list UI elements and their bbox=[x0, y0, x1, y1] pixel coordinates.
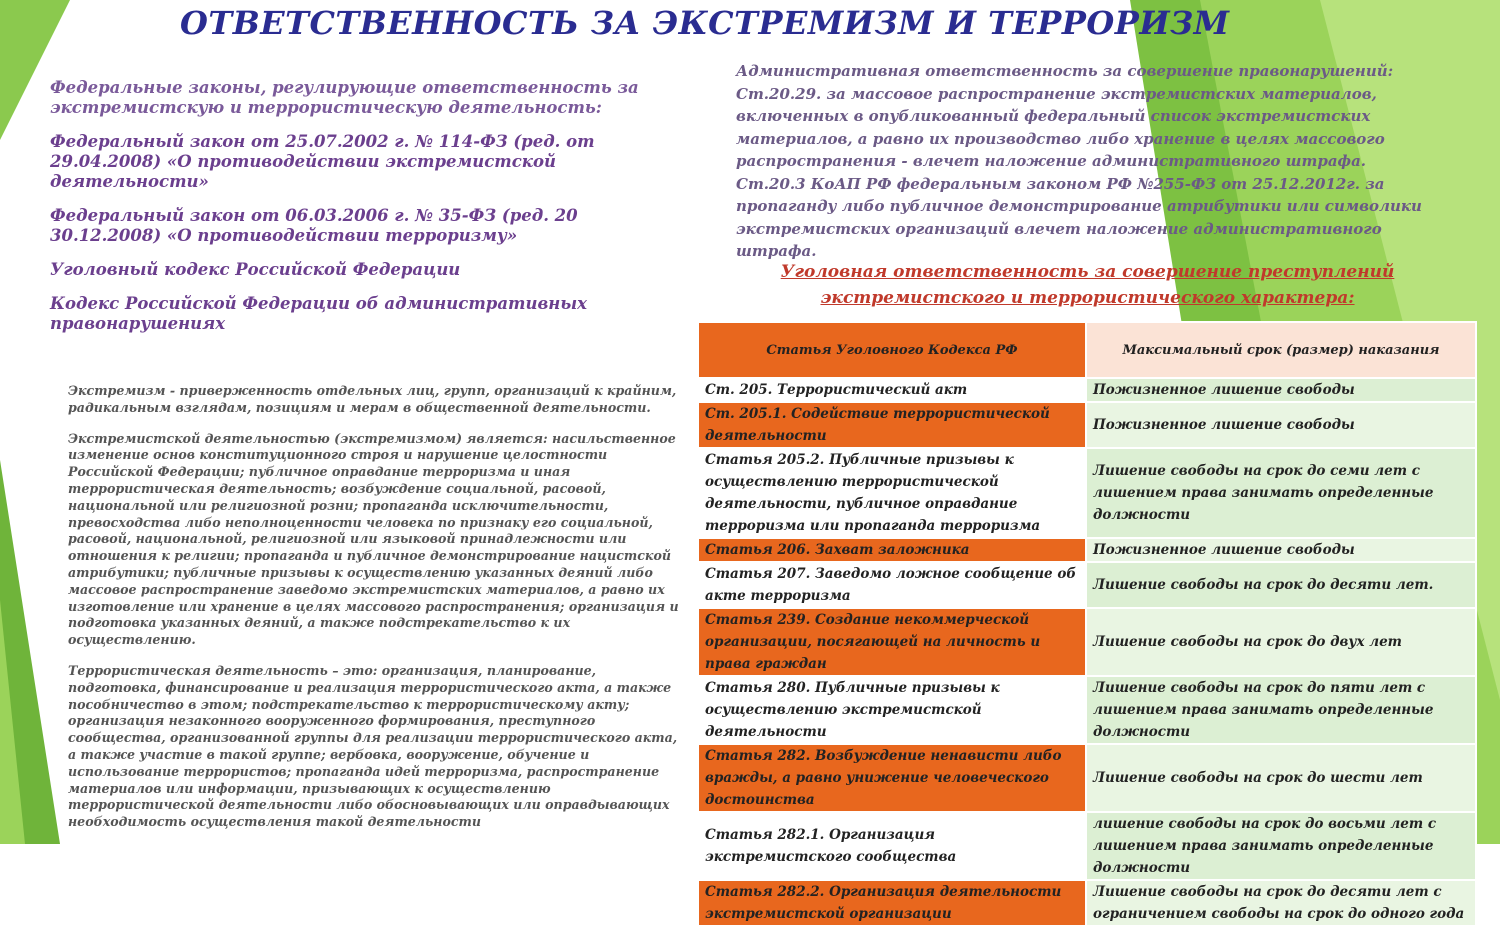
article-cell: Статья 206. Захват заложника bbox=[698, 538, 1086, 562]
definition-extremism: Экстремизм - приверженность отдельных лиц, групп, организаций к крайним, радикальным взглядам, позициям и мерам в общественной деятельности. bbox=[68, 383, 677, 415]
penalty-cell: лишение свободы на срок до восьми лет с лишением права занимать определенные должности bbox=[1086, 812, 1476, 880]
article-cell: Статья 282.2. Организация деятельности экстремистской организации bbox=[698, 880, 1086, 926]
definition-terrorist-activity: Террористическая деятельность – это: организация, планирование, подготовка, финансирование и реализация террористического акта, а также пособничество в этом; подстрекательство к террористическому акту; организация незаконного вооруженного формирования, преступного сообщества, организованной группы для реализации террористического акта, а также участие в такой группе; вербовка, вооружение, обучение и использование террористов; пропаганда идей терроризма, распространение материалов или информации, призывающих к осуществлению террористической деятельности либо обосновывающих или оправдывающих необходимость осуществления такой деятельности bbox=[68, 662, 678, 830]
article-cell: Статья 239. Создание некоммерческой организации, посягающей на личность и права граждан bbox=[698, 608, 1086, 676]
criminal-code: Уголовный кодекс Российской Федерации bbox=[50, 260, 461, 279]
table-row bbox=[698, 880, 1476, 926]
article-cell: Статья 205.2. Публичные призывы к осуществлению террористической деятельности, публичное оправдание терроризма или пропаганда терроризма bbox=[698, 448, 1086, 538]
penalty-cell: Пожизненное лишение свободы bbox=[1086, 402, 1476, 448]
penalty-cell: Лишение свободы на срок до семи лет с лишением права занимать определенные должности bbox=[1086, 448, 1476, 538]
admin-heading: Административная ответственность за совершение правонарушений: bbox=[736, 62, 1394, 80]
law-35-fz: Федеральный закон от 06.03.2006 г. № 35-ФЗ (ред. 20 30.12.2008) «О противодействии терроризму» bbox=[50, 206, 578, 245]
table-row bbox=[698, 378, 1476, 402]
penalty-cell: Лишение свободы на срок до шести лет bbox=[1086, 744, 1476, 812]
penalty-cell: Лишение свободы на срок до двух лет bbox=[1086, 608, 1476, 676]
article-cell: Статья 282.1. Организация экстремистского сообщества bbox=[698, 812, 1086, 880]
article-cell: Ст. 205.1. Содействие террористической деятельности bbox=[698, 402, 1086, 448]
law-114-fz: Федеральный закон от 25.07.2002 г. № 114-ФЗ (ред. от 29.04.2008) «О противодействии экстремистской деятельности» bbox=[50, 132, 595, 191]
table-row bbox=[698, 448, 1476, 538]
criminal-liability-heading: Уголовная ответственность за совершение преступлений экстремистского и террористического характера: bbox=[780, 262, 1395, 308]
article-cell: Статья 280. Публичные призывы к осуществлению экстремистской деятельности bbox=[698, 676, 1086, 744]
page-title: ОТВЕТСТВЕННОСТЬ ЗА ЭКСТРЕМИЗМ И ТЕРРОРИЗМ bbox=[180, 4, 1230, 42]
table-header-row bbox=[698, 322, 1476, 378]
table-row bbox=[698, 608, 1476, 676]
table-row bbox=[698, 812, 1476, 880]
definition-extremist-activity: Экстремистской деятельностью (экстремизмом) является: насильственное изменение основ конституционного строя и нарушение целостности Российской Федерации; публичное оправдание терроризма и иная террористическая деятельность; возбуждение социальной, расовой, национальной или религиозной розни; пропаганда исключительности, превосходства либо неполноценности человека по признаку его социальной, расовой, национальной, религиозной или языковой принадлежности или отношения к религии; пропаганда и публичное демонстрирование нацистской атрибутики; публичные призывы к осуществлению указанных деяний либо массовое распространение заведомо экстремистских материалов, а равно их изготовление или хранение в целях массового распространения; организация и подготовка указанных деяний, а также подстрекательство к их осуществлению. bbox=[68, 430, 679, 648]
definitions-block bbox=[68, 383, 688, 845]
administrative-liability bbox=[736, 60, 1466, 263]
article-cell: Статья 207. Заведомо ложное сообщение об акте терроризма bbox=[698, 562, 1086, 608]
article-cell: Ст. 205. Террористический акт bbox=[698, 378, 1086, 402]
table-row bbox=[698, 538, 1476, 562]
table-row bbox=[698, 744, 1476, 812]
header-penalty: Максимальный срок (размер) наказания bbox=[1086, 322, 1476, 378]
table-row bbox=[698, 402, 1476, 448]
criminal-penalties-table bbox=[697, 321, 1477, 927]
penalty-cell: Лишение свободы на срок до десяти лет с ограничением свободы на срок до одного года bbox=[1086, 880, 1476, 926]
federal-laws-list bbox=[50, 78, 690, 348]
table-row bbox=[698, 562, 1476, 608]
penalty-cell: Пожизненное лишение свободы bbox=[1086, 378, 1476, 402]
admin-article-20-29: Ст.20.29. за массовое распространение экстремистских материалов, включенных в опубликованный федеральный список экстремистских материалов, а равно их производство либо хранение в целях массового распространения - влечет наложение административного штрафа. bbox=[736, 84, 1385, 170]
penalty-cell: Лишение свободы на срок до пяти лет с лишением права занимать определенные должности bbox=[1086, 676, 1476, 744]
header-article: Статья Уголовного Кодекса РФ bbox=[698, 322, 1086, 378]
article-cell: Статья 282. Возбуждение ненависти либо вражды, а равно унижение человеческого достоинства bbox=[698, 744, 1086, 812]
admin-article-20-3: Ст.20.3 КоАП РФ федеральным законом РФ №255-ФЗ от 25.12.2012г. за пропаганду либо публичное демонстрирование атрибутики или символики экстремистских организаций влечет наложение административного штрафа. bbox=[736, 174, 1422, 260]
laws-intro: Федеральные законы, регулирующие ответственность за экстремистскую и террористическую деятельность: bbox=[50, 78, 639, 117]
admin-code: Кодекс Российской Федерации об административных правонарушениях bbox=[50, 294, 587, 333]
penalty-cell: Пожизненное лишение свободы bbox=[1086, 538, 1476, 562]
penalty-cell: Лишение свободы на срок до десяти лет. bbox=[1086, 562, 1476, 608]
table-row bbox=[698, 676, 1476, 744]
